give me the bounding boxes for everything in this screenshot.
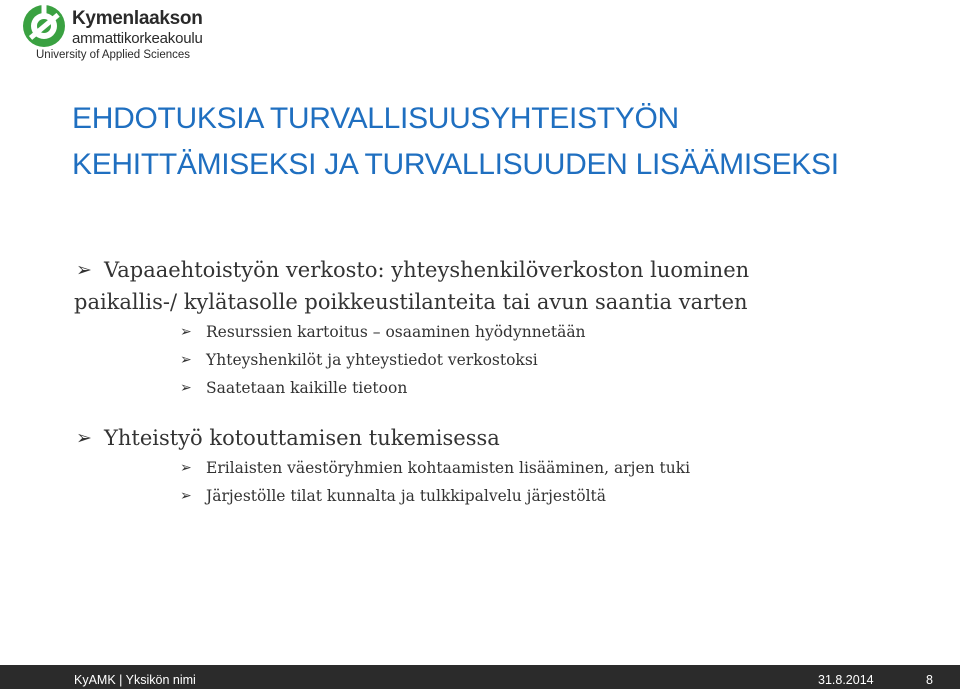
footer-page-number: 8 — [926, 673, 933, 687]
slide-title — [72, 96, 892, 188]
slide-title-line1: EHDOTUKSIA TURVALLISUUSYHTEISTYÖN — [72, 102, 679, 135]
bullet-1-line1: Vapaaehtoistyön verkosto: yhteyshenkilöverkoston luominen — [104, 258, 750, 282]
arrow-bullet-icon: ➢ — [180, 488, 192, 504]
sub-bullet-text: Järjestölle tilat kunnalta ja tulkkipalvelu järjestöltä — [206, 487, 607, 505]
logo-name-line1: Kymenlaakson — [72, 8, 203, 29]
sub-bullet-text: Resurssien kartoitus – osaaminen hyödynnetään — [206, 323, 586, 341]
bullet-1-line2: paikallis-/ kylätasolle poikkeustilanteita tai avun saantia varten — [74, 290, 748, 314]
sub-bullet-text: Yhteyshenkilöt ja yhteystiedot verkostoksi — [206, 351, 538, 369]
logo-name-line3: University of Applied Sciences — [36, 49, 191, 61]
kyamk-logo-mark-icon — [20, 2, 68, 50]
sub-bullet — [72, 374, 932, 402]
sub-bullet — [72, 346, 932, 374]
sub-bullet — [72, 454, 932, 482]
bullet-1 — [72, 254, 932, 318]
arrow-bullet-icon: ➢ — [180, 352, 192, 368]
footer-date: 31.8.2014 — [818, 673, 874, 687]
arrow-bullet-icon: ➢ — [76, 427, 92, 449]
logo — [20, 2, 203, 64]
arrow-bullet-icon: ➢ — [180, 460, 192, 476]
slide-content — [72, 254, 932, 510]
sub-bullet-text: Saatetaan kaikille tietoon — [206, 379, 408, 397]
arrow-bullet-icon: ➢ — [180, 380, 192, 396]
arrow-bullet-icon: ➢ — [76, 259, 92, 281]
logo-name-line2: ammattikorkeakoulu — [72, 30, 203, 47]
sub-bullet — [72, 318, 932, 346]
arrow-bullet-icon: ➢ — [180, 324, 192, 340]
footer-unit-text: KyAMK | Yksikön nimi — [74, 673, 196, 687]
slide-title-line2: KEHITTÄMISEKSI JA TURVALLISUUDEN LISÄÄMISEKSI — [72, 148, 839, 181]
bullet-2-line1: Yhteistyö kotouttamisen tukemisessa — [104, 426, 500, 450]
slide-footer — [0, 665, 960, 689]
bullet-2 — [72, 422, 932, 454]
sub-bullet-text: Erilaisten väestöryhmien kohtaamisten lisääminen, arjen tuki — [206, 459, 691, 477]
sub-bullet — [72, 482, 932, 510]
